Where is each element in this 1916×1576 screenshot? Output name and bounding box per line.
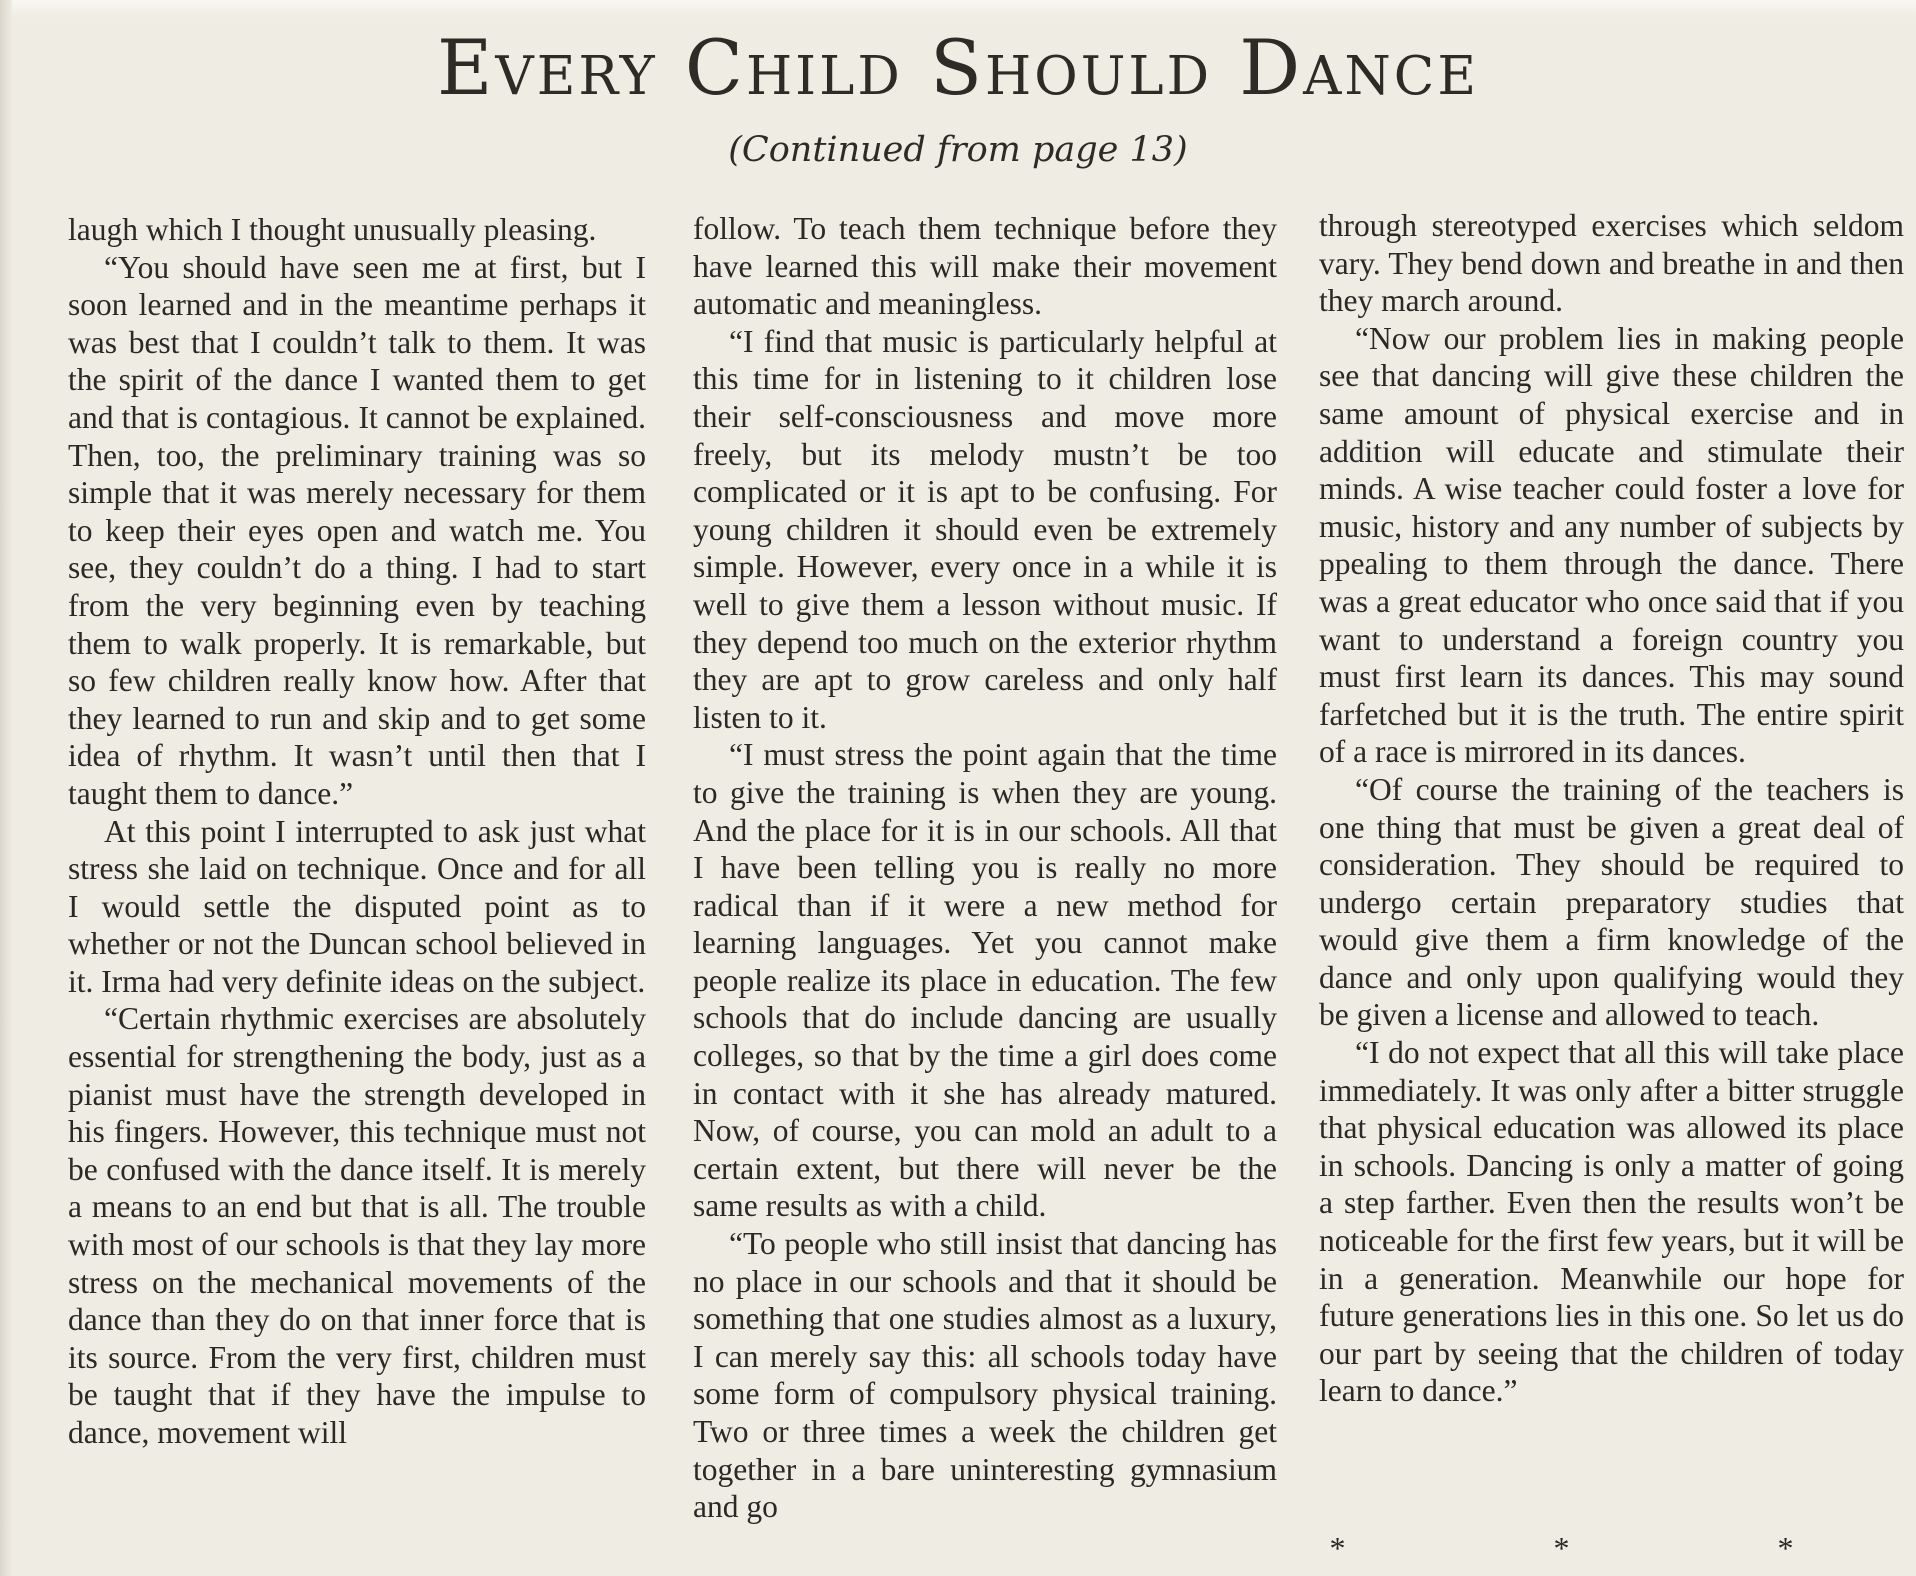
paragraph: At this point I interrupted to ask just what stress she laid on technique. Once and for all I would settle the disputed point as to whether or not the Duncan school believed in it. Irma had very definite ideas on the subject.	[68, 813, 646, 999]
article-title: Every Child Should Dance	[436, 23, 1480, 112]
paragraph: “I must stress the point again that the time to give the training is when they are young. And the place for it is in our schools. All that I have been telling you is really no more radical than if it were a new method for learning languages. Yet you cannot make people realize its place in education. The few schools that do include dancing are usually colleges, so that by the time a girl does come in contact with it she has already matured. Now, of course, you can mold an adult to a certain extent, but there will never be the same results as with a child.	[693, 737, 1277, 1224]
paragraph: “Of course the training of the teachers is one thing that must be given a great deal of consideration. They should be required to undergo certain preparatory studies that would give them a firm knowledge of the dance and only upon qualifying would they be given a license and allowed to teach.	[1319, 771, 1904, 1033]
paragraph: “I do not expect that all this will take place immediately. It was only after a bitter struggle that physical education was allowed its place in schools. Dancing is only a matter of going a step farther. Even then the results won’t be noticeable for the first few years, but it will be in a generation. Meanwhile our hope for future generations lies in this one. So let us do our part by seeing that the children of today learn to dance.”	[1319, 1035, 1904, 1409]
section-end-asterisks: * * *	[1329, 1530, 1894, 1566]
paragraph: “You should have seen me at first, but I soon learned and in the meantime perhaps it was best that I couldn’t talk to them. It was the spirit of the dance I wanted them to get and that is contagious. It cannot be explained. Then, too, the preliminary training was so simple that it was merely necessary for them to keep their eyes open and watch me. You see, they couldn’t do a thing. I had to start from the very beginning even by teaching them to walk properly. It is remarkable, but so few children really know how. After that they learned to run and skip and to get some idea of rhythm. It wasn’t until then that I taught them to dance.”	[68, 249, 646, 811]
paper-edge-top	[0, 0, 1916, 18]
text-column-1	[68, 211, 646, 1452]
text-column-2	[693, 210, 1277, 1526]
paragraph: “To people who still insist that dancing has no place in our schools and that it should be something that one studies almost as a luxury, I can merely say this: all schools today have some form of compulsory physical training. Two or three times a week the children get together in a bare uninteresting gymnasium and go	[693, 1226, 1277, 1525]
paper-edge-left	[0, 0, 12, 1576]
paragraph: “I find that music is particularly helpful at this time for in listening to it children lose their self-consciousness and move more freely, but its melody mustn’t be too complicated or it is apt to be confusing. For young children it should even be extremely simple. However, every once in a while it is well to give them a lesson without music. If they depend too much on the exterior rhythm they are apt to grow careless and only half listen to it.	[693, 323, 1277, 735]
paragraph: “Now our problem lies in making people see that dancing will give these children the same amount of physical exercise and in addition will educate and stimulate their minds. A wise teacher could foster a love for music, history and any number of subjects by ppealing to them through the dance. There was a great educator who once said that if you want to understand a foreign country you must first learn its dances. This may sound farfetched but it is the truth. The entire spirit of a race is mirrored in its dances.	[1319, 320, 1904, 770]
paragraph: follow. To teach them technique before they have learned this will make their movement automatic and meaningless.	[693, 211, 1277, 322]
text-column-3	[1319, 207, 1904, 1410]
paragraph: laugh which I thought unusually pleasing.	[68, 212, 597, 247]
article-subtitle: (Continued from page 13)	[728, 130, 1188, 170]
paragraph: through stereotyped exercises which seldom vary. They bend down and breathe in and then they march around.	[1319, 208, 1904, 319]
paragraph: “Certain rhythmic exercises are absolutely essential for strengthening the body, just as a pianist must have the strength developed in his fingers. However, this technique must not be confused with the dance itself. It is merely a means to an end but that is all. The trouble with most of our schools is that they lay more stress on the mechanical movements of the dance than they do on that inner force that is its source. From the very first, children must be taught that if they have the impulse to dance, movement will	[68, 1001, 646, 1450]
